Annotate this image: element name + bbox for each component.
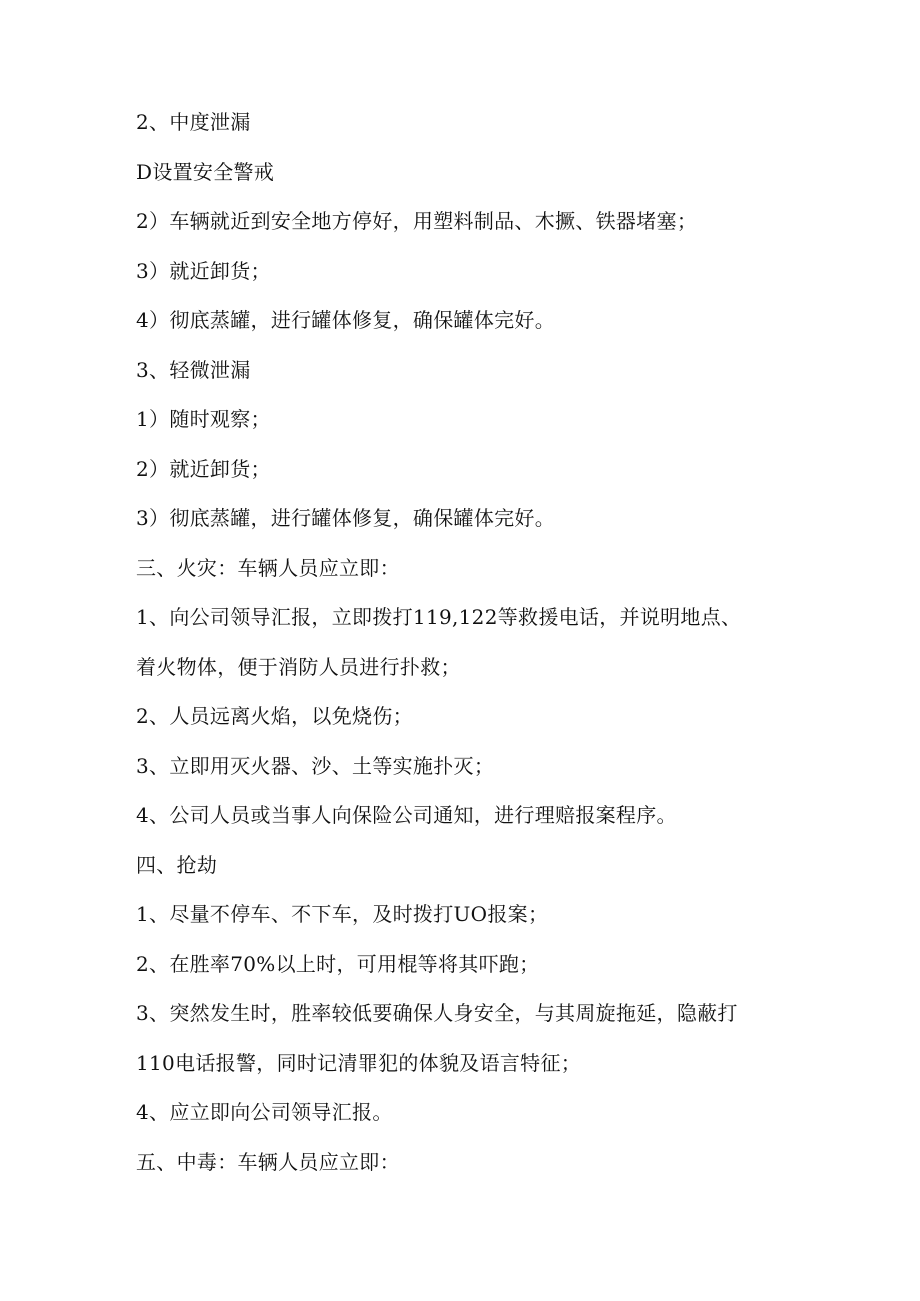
text-line: 4、公司人员或当事人向保险公司通知，进行理赔报案程序。 <box>136 803 677 827</box>
text-line: 四、抢劫 <box>136 852 218 877</box>
text-line: 3）彻底蒸罐，进行罐体修复，确保罐体完好。 <box>136 506 556 530</box>
text-line: 三、火灾：车辆人员应立即： <box>136 555 400 580</box>
text-line: 4）彻底蒸罐，进行罐体修复，确保罐体完好。 <box>136 308 556 332</box>
text-line: 2、中度泄漏 <box>136 110 251 134</box>
text-line: 2、人员远离火焰，以免烧伤； <box>136 704 413 728</box>
text-line: 2）车辆就近到安全地方停好，用塑料制品、木撅、铁器堵塞； <box>136 209 698 233</box>
text-line: 4、应立即向公司领导汇报。 <box>136 1100 393 1124</box>
text-line: 110电话报警，同时记清罪犯的体貌及语言特征； <box>136 1050 582 1075</box>
text-line: 1）随时观察； <box>136 407 271 431</box>
text-line: 五、中毒：车辆人员应立即： <box>136 1149 400 1174</box>
text-line: D设置安全警戒 <box>136 159 275 184</box>
text-line: 2、在胜率70%以上时，可用棍等将其吓跑； <box>136 951 540 976</box>
text-line: 2）就近卸货； <box>136 456 271 481</box>
text-line: 3）就近卸货； <box>136 258 271 283</box>
document-body <box>136 98 836 1187</box>
text-line: 3、立即用灭火器、沙、土等实施扑灭； <box>136 753 495 778</box>
text-line: 3、轻微泄漏 <box>136 357 251 382</box>
text-line: 1、向公司领导汇报，立即拨打119,122等救援电话，并说明地点、 <box>136 605 742 629</box>
text-line: 3、突然发生时，胜率较低要确保人身安全，与其周旋拖延，隐蔽打 <box>136 1001 738 1025</box>
text-line: 1、尽量不停车、不下车，及时拨打UO报案； <box>136 902 549 926</box>
text-line: 着火物体，便于消防人员进行扑救； <box>136 654 461 679</box>
